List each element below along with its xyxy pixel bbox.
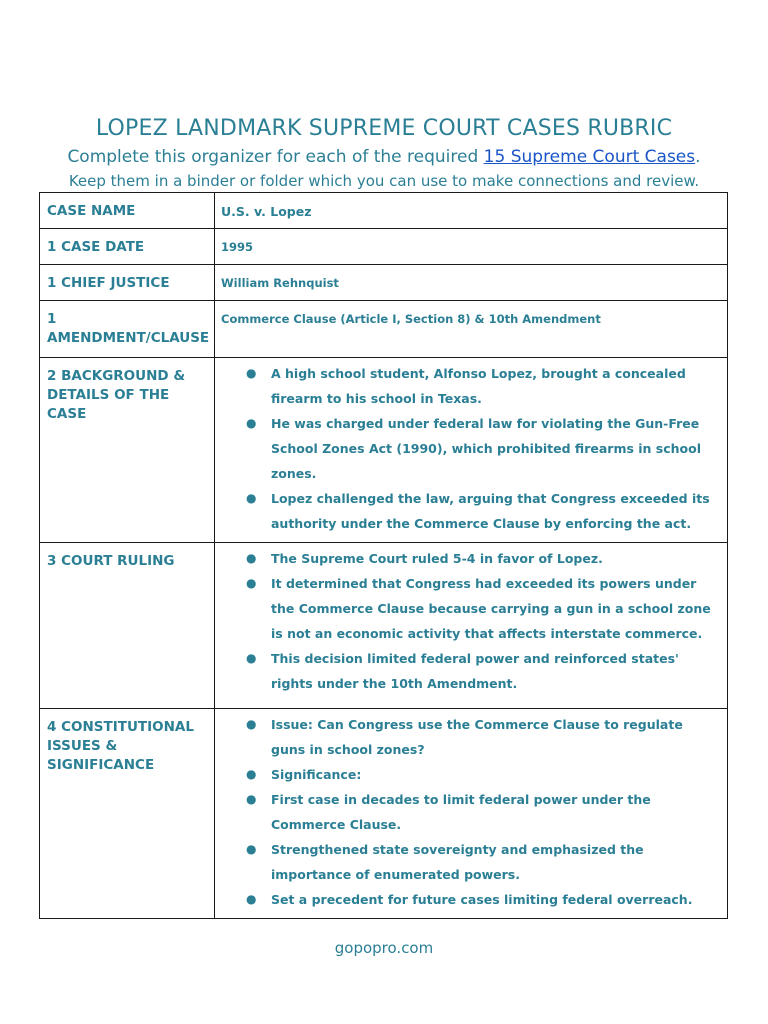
row-case-name <box>40 193 728 229</box>
court-ruling-list <box>221 546 721 696</box>
subtitle-suffix: . <box>695 147 701 167</box>
list-item: ● A high school student, Alfonso Lopez, brought a concealed firearm to his school in Texas. <box>265 361 721 411</box>
subtitle-prefix: Complete this organizer for each of the required <box>67 147 484 167</box>
rubric-table <box>39 192 728 919</box>
list-item: ● Significance: <box>265 762 721 787</box>
case-date-value: 1995 <box>215 229 728 265</box>
list-item: ● The Supreme Court ruled 5-4 in favor of Lopez. <box>265 546 721 571</box>
bullet-icon: ● <box>246 366 257 380</box>
bullet-icon: ● <box>246 416 257 430</box>
court-ruling-label: 3 COURT RULING <box>40 543 215 709</box>
case-name-label: CASE NAME <box>40 193 215 229</box>
background-label: 2 BACKGROUND & DETAILS OF THE CASE <box>40 358 215 543</box>
row-case-date <box>40 229 728 265</box>
bullet-icon: ● <box>246 491 257 505</box>
page-title: LOPEZ LANDMARK SUPREME COURT CASES RUBRIC <box>95 116 673 141</box>
bullet-icon: ● <box>246 551 257 565</box>
row-background <box>40 358 728 543</box>
list-item: ● Lopez challenged the law, arguing that Congress exceeded its authority under the Commerce Clause by enforcing the act. <box>265 486 721 536</box>
court-ruling-value <box>215 543 728 709</box>
bullet-icon: ● <box>246 651 257 665</box>
bullet-icon: ● <box>246 842 257 856</box>
supreme-court-cases-link[interactable]: 15 Supreme Court Cases <box>483 147 696 167</box>
amendment-label <box>40 301 215 358</box>
amendment-label-text: AMENDMENT/CLAUSE <box>47 330 210 346</box>
subtitle <box>0 147 768 167</box>
bullet-icon: ● <box>246 576 257 590</box>
chief-justice-value: William Rehnquist <box>215 265 728 301</box>
list-item: ● He was charged under federal law for violating the Gun-Free School Zones Act (1990), which prohibited firearms in school zones. <box>265 411 721 486</box>
chief-justice-label: 1 CHIEF JUSTICE <box>40 265 215 301</box>
bullet-icon: ● <box>246 792 257 806</box>
bullet-icon: ● <box>246 892 257 906</box>
footer-site-name: gopopro.com <box>334 939 434 957</box>
constitutional-issues-label: 4 CONSTITUTIONAL ISSUES & SIGNIFICANCE <box>40 709 215 919</box>
case-name-value: U.S. v. Lopez <box>215 193 728 229</box>
constitutional-issues-value <box>215 709 728 919</box>
list-item: ● Set a precedent for future cases limiting federal overreach. <box>265 887 721 912</box>
constitutional-issues-list <box>221 712 721 912</box>
row-court-ruling <box>40 543 728 709</box>
instruction-text: Keep them in a binder or folder which you can use to make connections and review. <box>68 172 700 190</box>
row-amendment <box>40 301 728 358</box>
list-item: ● This decision limited federal power and reinforced states' rights under the 10th Amendment. <box>265 646 721 696</box>
case-date-label: 1 CASE DATE <box>40 229 215 265</box>
bullet-icon: ● <box>246 767 257 781</box>
bullet-icon: ● <box>246 717 257 731</box>
row-constitutional-issues <box>40 709 728 919</box>
list-item: ● Strengthened state sovereignty and emphasized the importance of enumerated powers. <box>265 837 721 887</box>
row-chief-justice <box>40 265 728 301</box>
amendment-value: Commerce Clause (Article I, Section 8) & 10th Amendment <box>215 301 728 358</box>
list-item: ● First case in decades to limit federal power under the Commerce Clause. <box>265 787 721 837</box>
background-list <box>221 361 721 536</box>
background-value <box>215 358 728 543</box>
amendment-label-number: 1 <box>47 311 57 327</box>
list-item: ● It determined that Congress had exceeded its powers under the Commerce Clause because carrying a gun in a school zone is not an economic activity that affects interstate commerce. <box>265 571 721 646</box>
list-item: ● Issue: Can Congress use the Commerce Clause to regulate guns in school zones? <box>265 712 721 762</box>
